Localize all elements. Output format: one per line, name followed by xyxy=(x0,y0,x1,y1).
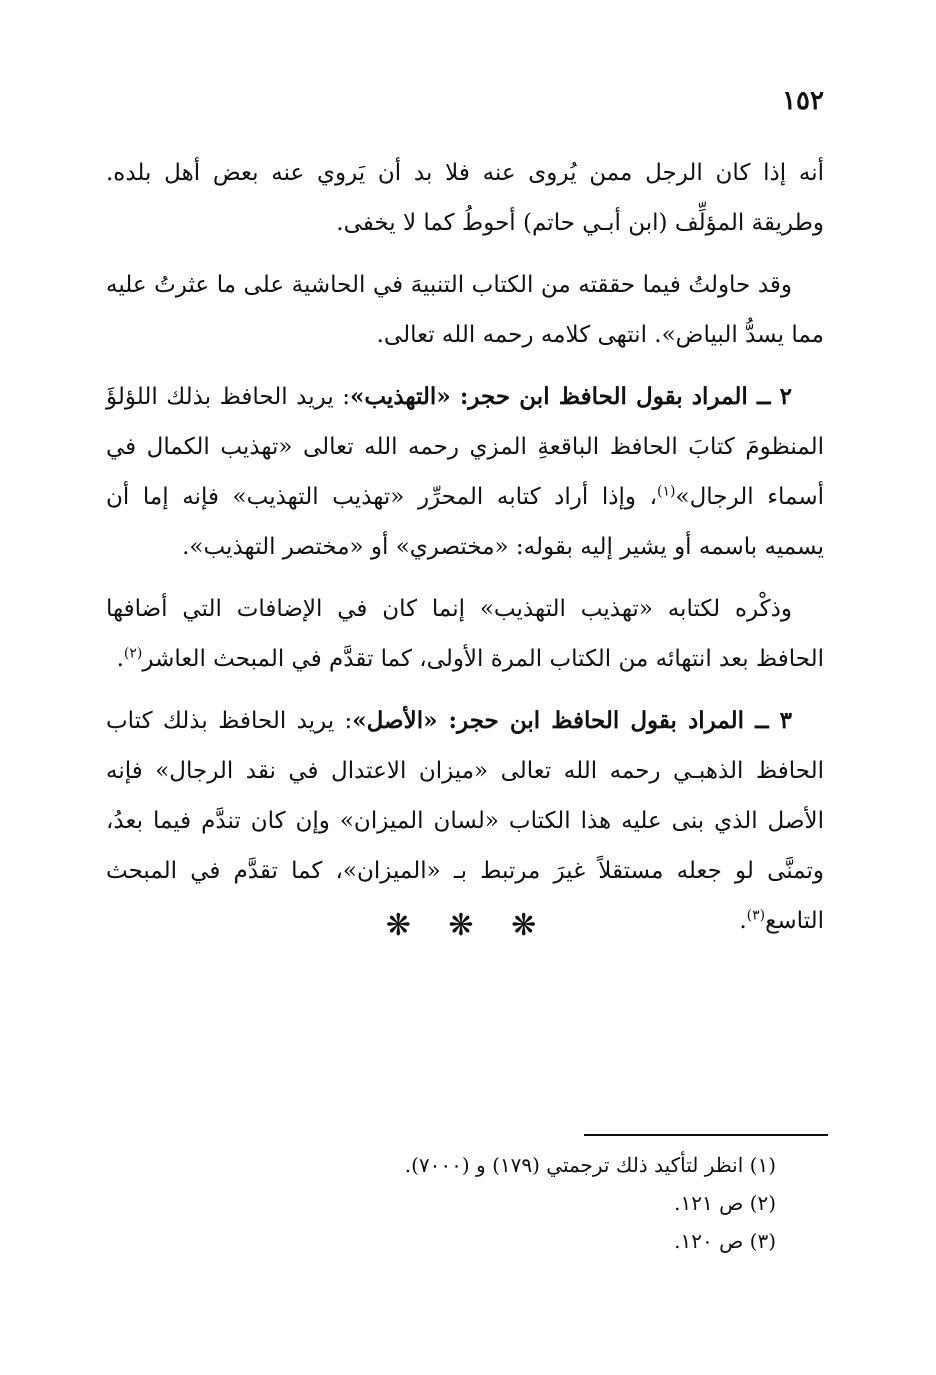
footnote-3: (٣) ص ١٢٠. xyxy=(674,1229,776,1253)
footnote-divider xyxy=(584,1134,828,1136)
paragraph-5-heading: ٣ ــ المراد بقول الحافظ ابن حجر: «الأصل» xyxy=(352,707,792,734)
paragraph-3 xyxy=(106,372,824,572)
paragraph-5-text-a: : يريد الحافظ بذلك كتاب الحافظ الذهبـي رحمه الله تعالى «ميزان الاعتدال في نقد الرجال» فإنه الأصل الذي بنى عليه هذا الكتاب «لسان الميزان» وإن كان تندَّم فيما بعدُ، وتمنَّى لو جعله مستقلاً غيرَ مرتبط بـ «الميزان»، كما تقدَّم في المبحث التاسع xyxy=(106,708,824,934)
paragraph-3-text-b: ، وإذا أراد كتابه المحرِّر «تهذيب التهذيب» فإنه إما أن يسميه باسمه أو يشير إليه بقوله: «مختصري» أو «مختصر التهذيب». xyxy=(106,484,824,560)
section-separator: ❋ ❋ ❋ xyxy=(385,908,551,943)
footnote-ref-3: (٣) xyxy=(746,907,766,924)
footnote-ref-1: (١) xyxy=(657,483,676,500)
footnote-1: (١) انظر لتأكيد ذلك ترجمتي (١٧٩) و (٧٠٠٠). xyxy=(404,1153,776,1177)
footnotes xyxy=(156,1146,776,1260)
paragraph-4 xyxy=(106,584,824,684)
paragraph-4-tail: . xyxy=(116,646,124,672)
paragraph-3-text-a: : يريد الحافظ بذلك اللؤلؤَ المنظومَ كتابَ الحافظ الباقعةِ المزي رحمه الله تعالى «تهذيب الكمال في أسماء الرجال» xyxy=(106,384,824,510)
page-number: ١٥٢ xyxy=(782,86,824,116)
paragraph-4-text: وذكْره لكتابه «تهذيب التهذيب» إنما كان في الإضافات التي أضافها الحافظ بعد انتهائه من الكتاب المرة الأولى، كما تقدَّم في المبحث العاشر xyxy=(106,596,824,672)
paragraph-2: وقد حاولتُ فيما حققته من الكتاب التنبيهَ في الحاشية على ما عثرتُ عليه مما يسدُّ البياض». انتهى كلامه رحمه الله تعالى. xyxy=(106,272,824,348)
paragraph-3-heading: ٢ ــ المراد بقول الحافظ ابن حجر: «التهذيب» xyxy=(349,383,793,410)
footnote-2: (٢) ص ١٢١. xyxy=(674,1191,776,1215)
footnote-ref-2: (٢) xyxy=(123,645,143,662)
paragraph-1: أنه إذا كان الرجل ممن يُروى عنه فلا بد أن يَروي عنه بعض أهل بلده. وطريقة المؤلِّف (ابن أبـي حاتم) أحوطُ كما لا يخفى. xyxy=(106,160,824,236)
paragraph-5-text-b: . xyxy=(739,908,747,934)
main-text xyxy=(106,148,824,958)
